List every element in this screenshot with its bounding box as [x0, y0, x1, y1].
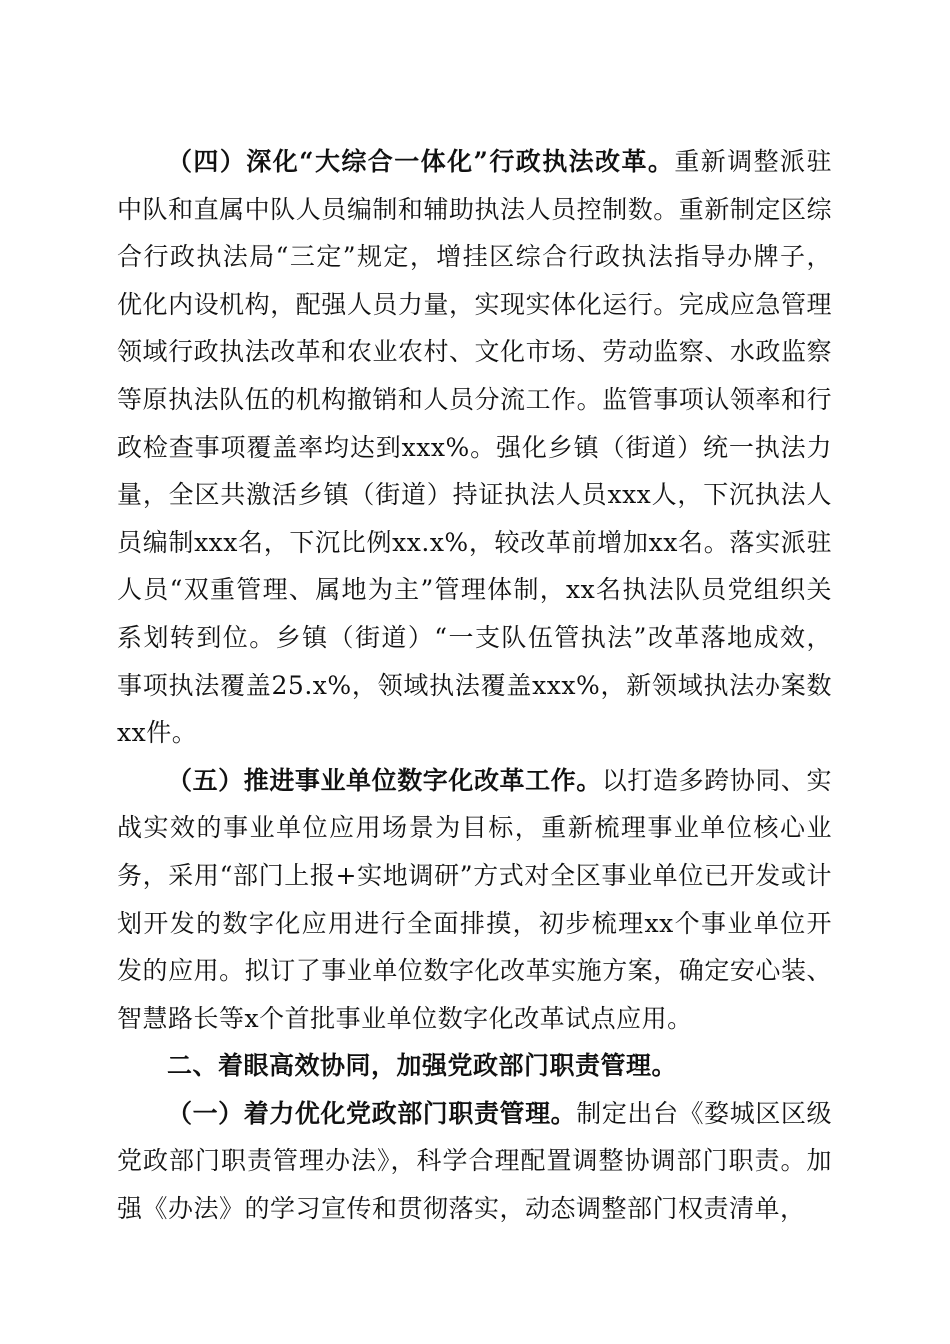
- paragraph-body: 以打造多跨协同、实战实效的事业单位应用场景为目标，重新梳理事业单位核心业务，采用“部门上报+实地调研”方式对全区事业单位已开发或计划开发的数字化应用进行全面排摸，初步梳理xx个事业单位开发的应用。拟订了事业单位数字化改革实施方案，确定安心装、智慧路长等x个首批事业单位数字化改革试点应用。: [117, 765, 832, 1033]
- paragraph-heading: （四）深化“大综合一体化”行政执法改革。: [167, 147, 675, 176]
- paragraph-body: 制定出台《婺城区区级党政部门职责管理办法》，科学合理配置调整协调部门职责。加强《办法》的学习宣传和贯彻落实，动态调整部门权责清单，: [117, 1098, 832, 1224]
- paragraph-heading: （一）着力优化党政部门职责管理。: [167, 1098, 577, 1128]
- section-title: 二、着眼高效协同，加强党政部门职责管理。: [167, 1051, 678, 1081]
- paragraph-enforcement-reform: [117, 138, 832, 757]
- paragraph-heading: （五）推进事业单位数字化改革工作。: [167, 765, 602, 795]
- document-page: [117, 138, 832, 1233]
- paragraph-duty-management: [117, 1090, 832, 1233]
- paragraph-digital-reform: [117, 757, 832, 1043]
- paragraph-body: 重新调整派驻中队和直属中队人员编制和辅助执法人员控制数。重新制定区综合行政执法局“三定”规定，增挂区综合行政执法指导办牌子，优化内设机构，配强人员力量，实现实体化运行。完成应急管理领域行政执法改革和农业农村、文化市场、劳动监察、水政监察等原执法队伍的机构撤销和人员分流工作。监管事项认领率和行政检查事项覆盖率均达到xxx%。强化乡镇（街道）统一执法力量，全区共激活乡镇（街道）持证执法人员xxx人，下沉执法人员编制xxx名，下沉比例xx.x%，较改革前增加xx名。落实派驻人员“双重管理、属地为主”管理体制，xx名执法队员党组织关系划转到位。乡镇（街道）“一支队伍管执法”改革落地成效，事项执法覆盖25.x%，领域执法覆盖xxx%，新领域执法办案数xx件。: [117, 147, 832, 748]
